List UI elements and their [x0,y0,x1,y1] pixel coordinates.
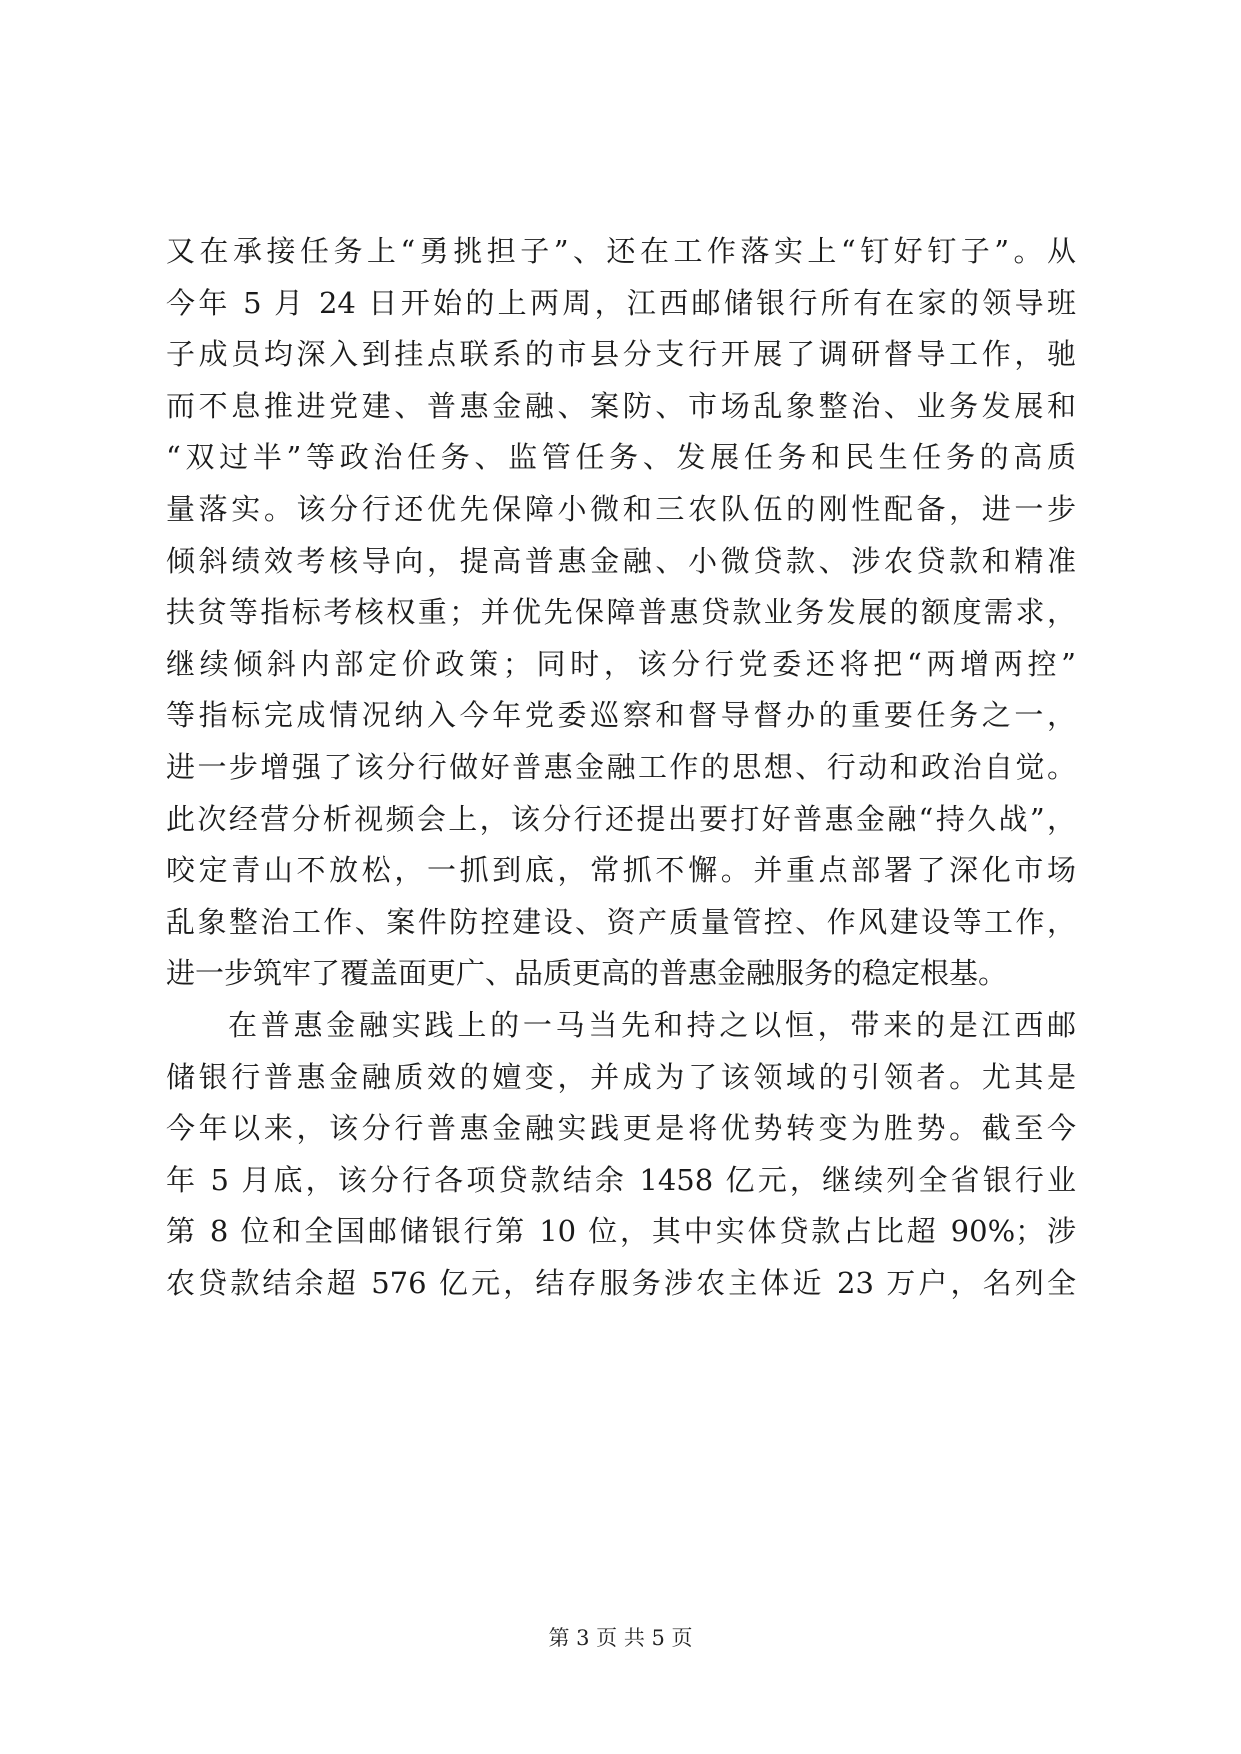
text-line: 量落实。该分行还优先保障小微和三农队伍的刚性配备，进一步 [166,491,1076,526]
text-line: 进一步筑牢了覆盖面更广、品质更高的普惠金融服务的稳定根基。 [166,956,1008,991]
text-line: 储银行普惠金融质效的嬗变，并成为了该领域的引领者。尤其是 [166,1059,1076,1094]
text-line: “双过半”等政治任务、监管任务、发展任务和民生任务的高质 [166,440,1076,475]
text-line: 扶贫等指标考核权重；并优先保障普惠贷款业务发展的额度需求， [166,595,1076,630]
text-line: 年 5 月底，该分行各项贷款结余 1458 亿元，继续列全省银行业 [166,1162,1076,1197]
text-line: 此次经营分析视频会上，该分行还提出要打好普惠金融“持久战”， [166,801,1076,836]
text-line: 今年以来，该分行普惠金融实践更是将优势转变为胜势。截至今 [166,1111,1076,1146]
text-line: 子成员均深入到挂点联系的市县分支行开展了调研督导工作，驰 [166,337,1076,372]
text-line: 倾斜绩效考核导向，提高普惠金融、小微贷款、涉农贷款和精准 [166,543,1076,578]
text-line: 又在承接任务上“勇挑担子”、还在工作落实上“钉好钉子”。从 [166,234,1076,268]
text-line: 第 8 位和全国邮储银行第 10 位，其中实体贷款占比超 90%；涉 [166,1214,1076,1249]
text-line: 今年 5 月 24 日开始的上两周，江西邮储银行所有在家的领导班 [166,285,1076,320]
text-line: 农贷款结余超 576 亿元，结存服务涉农主体近 23 万户，名列全 [166,1265,1076,1300]
text-line: 咬定青山不放松，一抓到底，常抓不懈。并重点部署了深化市场 [166,853,1076,888]
text-line: 等指标完成情况纳入今年党委巡察和督导督办的重要任务之一， [166,698,1076,733]
text-line: 进一步增强了该分行做好普惠金融工作的思想、行动和政治自觉。 [166,749,1076,784]
text-line: 继续倾斜内部定价政策；同时，该分行党委还将把“两增两控” [166,646,1076,681]
document-body [166,226,1076,1309]
text-line: 乱象整治工作、案件防控建设、资产质量管控、作风建设等工作， [166,904,1076,939]
text-line: 而不息推进党建、普惠金融、案防、市场乱象整治、业务发展和 [166,388,1076,423]
text-line: 在普惠金融实践上的一马当先和持之以恒，带来的是江西邮 [228,1007,1076,1042]
page-footer: 第 3 页 共 5 页 [548,1626,693,1650]
